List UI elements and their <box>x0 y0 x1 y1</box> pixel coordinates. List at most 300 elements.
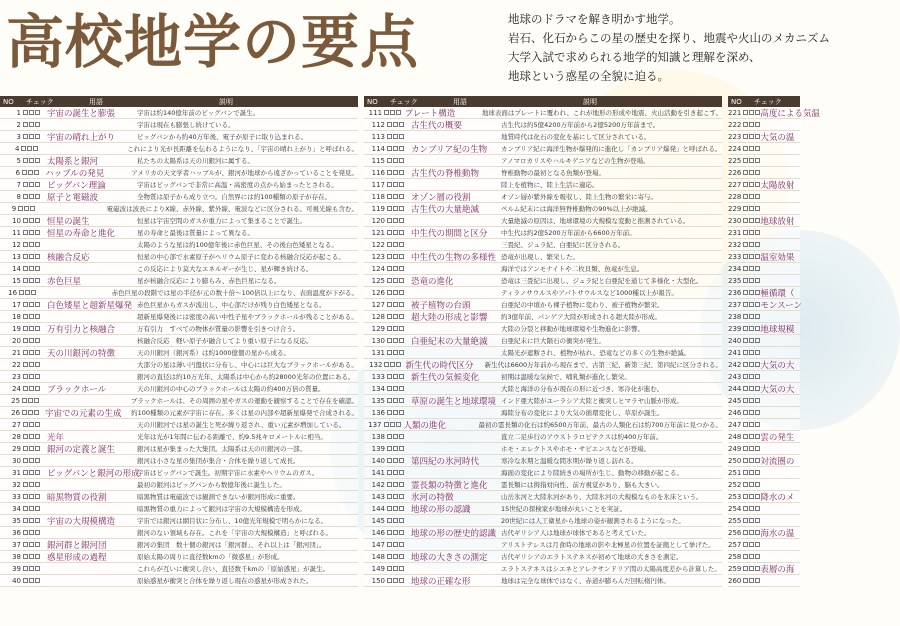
checkbox[interactable] <box>387 398 392 403</box>
checkbox[interactable] <box>23 518 28 523</box>
checkbox[interactable] <box>749 182 754 187</box>
checkbox[interactable] <box>399 290 404 295</box>
checkbox[interactable] <box>749 566 754 571</box>
checkbox[interactable] <box>387 266 392 271</box>
checkbox[interactable] <box>393 146 398 151</box>
checkbox[interactable] <box>23 350 28 355</box>
checkbox[interactable] <box>393 446 398 451</box>
checkbox[interactable] <box>393 530 398 535</box>
checkbox[interactable] <box>396 362 401 367</box>
checkbox[interactable] <box>749 446 754 451</box>
checkbox[interactable] <box>387 182 392 187</box>
checkbox[interactable] <box>23 530 28 535</box>
checkbox[interactable] <box>393 290 398 295</box>
checkbox[interactable] <box>387 194 392 199</box>
checkbox[interactable] <box>387 530 392 535</box>
checkbox[interactable] <box>399 494 404 499</box>
checkbox[interactable] <box>399 206 404 211</box>
checkbox[interactable] <box>23 218 28 223</box>
checkbox[interactable] <box>35 338 40 343</box>
checkbox[interactable] <box>29 422 34 427</box>
checkbox[interactable] <box>29 182 34 187</box>
checkbox[interactable] <box>393 302 398 307</box>
checkbox[interactable] <box>393 182 398 187</box>
checkbox[interactable] <box>743 458 748 463</box>
checkbox[interactable] <box>35 218 40 223</box>
checkbox[interactable] <box>393 506 398 511</box>
checkbox[interactable] <box>749 290 754 295</box>
checkbox[interactable] <box>749 410 754 415</box>
checkbox[interactable] <box>393 398 398 403</box>
checkbox[interactable] <box>23 494 28 499</box>
checkbox[interactable] <box>29 122 34 127</box>
checkbox[interactable] <box>29 110 34 115</box>
checkbox[interactable] <box>390 110 395 115</box>
checkbox[interactable] <box>749 134 754 139</box>
checkbox[interactable] <box>23 242 28 247</box>
checkbox[interactable] <box>34 170 39 175</box>
checkbox[interactable] <box>35 326 40 331</box>
checkbox[interactable] <box>743 434 748 439</box>
checkbox[interactable] <box>399 566 404 571</box>
checkbox[interactable] <box>749 518 754 523</box>
checkbox[interactable] <box>743 470 748 475</box>
checkbox[interactable] <box>743 422 748 427</box>
checkbox[interactable] <box>23 110 28 115</box>
checkbox[interactable] <box>23 578 28 583</box>
checkbox[interactable] <box>755 578 760 583</box>
checkbox[interactable] <box>393 338 398 343</box>
checkbox[interactable] <box>755 122 760 127</box>
checkbox[interactable] <box>18 206 23 211</box>
checkbox[interactable] <box>743 314 748 319</box>
checkbox[interactable] <box>755 350 760 355</box>
checkbox[interactable] <box>393 314 398 319</box>
checkbox[interactable] <box>23 158 28 163</box>
checkbox[interactable] <box>399 374 404 379</box>
checkbox[interactable] <box>23 506 28 511</box>
checkbox[interactable] <box>387 566 392 571</box>
checkbox[interactable] <box>22 410 27 415</box>
checkbox[interactable] <box>23 134 28 139</box>
checkbox[interactable] <box>399 134 404 139</box>
checkbox[interactable] <box>755 446 760 451</box>
checkbox[interactable] <box>749 194 754 199</box>
checkbox[interactable] <box>23 434 28 439</box>
checkbox[interactable] <box>35 434 40 439</box>
checkbox[interactable] <box>743 578 748 583</box>
checkbox[interactable] <box>29 578 34 583</box>
checkbox[interactable] <box>23 338 28 343</box>
checkbox[interactable] <box>743 110 748 115</box>
checkbox[interactable] <box>387 458 392 463</box>
checkbox[interactable] <box>749 206 754 211</box>
checkbox[interactable] <box>35 422 40 427</box>
checkbox[interactable] <box>393 410 398 415</box>
checkbox[interactable] <box>23 230 28 235</box>
checkbox[interactable] <box>31 290 36 295</box>
checkbox[interactable] <box>27 146 32 151</box>
checkbox[interactable] <box>390 362 395 367</box>
checkbox[interactable] <box>749 266 754 271</box>
checkbox[interactable] <box>23 278 28 283</box>
checkbox[interactable] <box>743 446 748 451</box>
checkbox[interactable] <box>396 422 401 427</box>
checkbox[interactable] <box>749 338 754 343</box>
checkbox[interactable] <box>749 482 754 487</box>
checkbox[interactable] <box>35 566 40 571</box>
checkbox[interactable] <box>35 386 40 391</box>
checkbox[interactable] <box>743 338 748 343</box>
checkbox[interactable] <box>393 434 398 439</box>
checkbox[interactable] <box>755 422 760 427</box>
checkbox[interactable] <box>399 146 404 151</box>
checkbox[interactable] <box>749 218 754 223</box>
checkbox[interactable] <box>30 206 35 211</box>
checkbox[interactable] <box>35 362 40 367</box>
checkbox[interactable] <box>387 410 392 415</box>
checkbox[interactable] <box>23 362 28 367</box>
checkbox[interactable] <box>33 146 38 151</box>
checkbox[interactable] <box>387 506 392 511</box>
checkbox[interactable] <box>35 494 40 499</box>
checkbox[interactable] <box>387 134 392 139</box>
checkbox[interactable] <box>23 422 28 427</box>
checkbox[interactable] <box>399 338 404 343</box>
checkbox[interactable] <box>384 110 389 115</box>
checkbox[interactable] <box>399 410 404 415</box>
checkbox[interactable] <box>393 134 398 139</box>
checkbox[interactable] <box>29 302 34 307</box>
checkbox[interactable] <box>387 302 392 307</box>
checkbox[interactable] <box>393 482 398 487</box>
checkbox[interactable] <box>399 506 404 511</box>
checkbox[interactable] <box>399 194 404 199</box>
checkbox[interactable] <box>749 326 754 331</box>
checkbox[interactable] <box>387 230 392 235</box>
checkbox[interactable] <box>393 458 398 463</box>
checkbox[interactable] <box>743 362 748 367</box>
checkbox[interactable] <box>35 374 40 379</box>
checkbox[interactable] <box>35 122 40 127</box>
checkbox[interactable] <box>749 350 754 355</box>
checkbox[interactable] <box>399 278 404 283</box>
checkbox[interactable] <box>399 254 404 259</box>
checkbox[interactable] <box>387 278 392 283</box>
checkbox[interactable] <box>749 398 754 403</box>
checkbox[interactable] <box>387 158 392 163</box>
checkbox[interactable] <box>743 566 748 571</box>
checkbox[interactable] <box>755 506 760 511</box>
checkbox[interactable] <box>35 134 40 139</box>
checkbox[interactable] <box>399 326 404 331</box>
checkbox[interactable] <box>23 374 28 379</box>
checkbox[interactable] <box>29 482 34 487</box>
checkbox[interactable] <box>399 182 404 187</box>
checkbox[interactable] <box>399 470 404 475</box>
checkbox[interactable] <box>755 278 760 283</box>
checkbox[interactable] <box>29 506 34 511</box>
checkbox[interactable] <box>749 122 754 127</box>
checkbox[interactable] <box>743 506 748 511</box>
checkbox[interactable] <box>23 386 28 391</box>
checkbox[interactable] <box>29 266 34 271</box>
checkbox[interactable] <box>393 566 398 571</box>
checkbox[interactable] <box>25 290 30 295</box>
checkbox[interactable] <box>749 110 754 115</box>
checkbox[interactable] <box>23 458 28 463</box>
checkbox[interactable] <box>35 266 40 271</box>
checkbox[interactable] <box>743 158 748 163</box>
checkbox[interactable] <box>399 314 404 319</box>
checkbox[interactable] <box>399 530 404 535</box>
checkbox[interactable] <box>743 146 748 151</box>
checkbox[interactable] <box>29 278 34 283</box>
checkbox[interactable] <box>749 230 754 235</box>
checkbox[interactable] <box>19 290 24 295</box>
checkbox[interactable] <box>29 314 34 319</box>
checkbox[interactable] <box>35 446 40 451</box>
checkbox[interactable] <box>23 326 28 331</box>
checkbox[interactable] <box>387 290 392 295</box>
checkbox[interactable] <box>743 326 748 331</box>
checkbox[interactable] <box>393 230 398 235</box>
checkbox[interactable] <box>393 554 398 559</box>
checkbox[interactable] <box>23 314 28 319</box>
checkbox[interactable] <box>755 410 760 415</box>
checkbox[interactable] <box>755 194 760 199</box>
checkbox[interactable] <box>24 206 29 211</box>
checkbox[interactable] <box>29 194 34 199</box>
checkbox[interactable] <box>755 374 760 379</box>
checkbox[interactable] <box>743 554 748 559</box>
checkbox[interactable] <box>23 122 28 127</box>
checkbox[interactable] <box>399 158 404 163</box>
checkbox[interactable] <box>384 422 389 427</box>
checkbox[interactable] <box>23 182 28 187</box>
checkbox[interactable] <box>387 206 392 211</box>
checkbox[interactable] <box>743 542 748 547</box>
checkbox[interactable] <box>29 134 34 139</box>
checkbox[interactable] <box>387 350 392 355</box>
checkbox[interactable] <box>29 338 34 343</box>
checkbox[interactable] <box>387 170 392 175</box>
checkbox[interactable] <box>23 446 28 451</box>
checkbox[interactable] <box>35 482 40 487</box>
checkbox[interactable] <box>749 302 754 307</box>
checkbox[interactable] <box>399 578 404 583</box>
checkbox[interactable] <box>393 470 398 475</box>
checkbox[interactable] <box>749 554 754 559</box>
checkbox[interactable] <box>749 158 754 163</box>
checkbox[interactable] <box>755 206 760 211</box>
checkbox[interactable] <box>21 146 26 151</box>
checkbox[interactable] <box>387 374 392 379</box>
checkbox[interactable] <box>29 254 34 259</box>
checkbox[interactable] <box>34 398 39 403</box>
checkbox[interactable] <box>23 470 28 475</box>
checkbox[interactable] <box>35 194 40 199</box>
checkbox[interactable] <box>749 578 754 583</box>
checkbox[interactable] <box>35 254 40 259</box>
checkbox[interactable] <box>35 458 40 463</box>
checkbox[interactable] <box>28 170 33 175</box>
checkbox[interactable] <box>35 314 40 319</box>
checkbox[interactable] <box>743 278 748 283</box>
checkbox[interactable] <box>743 518 748 523</box>
checkbox[interactable] <box>35 278 40 283</box>
checkbox[interactable] <box>22 398 27 403</box>
checkbox[interactable] <box>743 182 748 187</box>
checkbox[interactable] <box>399 554 404 559</box>
checkbox[interactable] <box>393 542 398 547</box>
checkbox[interactable] <box>393 206 398 211</box>
checkbox[interactable] <box>29 458 34 463</box>
checkbox[interactable] <box>35 518 40 523</box>
checkbox[interactable] <box>743 302 748 307</box>
checkbox[interactable] <box>387 554 392 559</box>
checkbox[interactable] <box>393 218 398 223</box>
checkbox[interactable] <box>387 578 392 583</box>
checkbox[interactable] <box>384 362 389 367</box>
checkbox[interactable] <box>387 218 392 223</box>
checkbox[interactable] <box>35 350 40 355</box>
checkbox[interactable] <box>399 218 404 223</box>
checkbox[interactable] <box>749 458 754 463</box>
checkbox[interactable] <box>743 242 748 247</box>
checkbox[interactable] <box>393 326 398 331</box>
checkbox[interactable] <box>23 566 28 571</box>
checkbox[interactable] <box>29 554 34 559</box>
checkbox[interactable] <box>393 278 398 283</box>
checkbox[interactable] <box>743 134 748 139</box>
checkbox[interactable] <box>749 494 754 499</box>
checkbox[interactable] <box>29 518 34 523</box>
checkbox[interactable] <box>743 398 748 403</box>
checkbox[interactable] <box>393 578 398 583</box>
checkbox[interactable] <box>749 470 754 475</box>
checkbox[interactable] <box>743 254 748 259</box>
checkbox[interactable] <box>387 434 392 439</box>
checkbox[interactable] <box>399 242 404 247</box>
checkbox[interactable] <box>35 242 40 247</box>
checkbox[interactable] <box>35 110 40 115</box>
checkbox[interactable] <box>393 170 398 175</box>
checkbox[interactable] <box>393 350 398 355</box>
checkbox[interactable] <box>399 170 404 175</box>
checkbox[interactable] <box>387 254 392 259</box>
checkbox[interactable] <box>35 578 40 583</box>
checkbox[interactable] <box>393 374 398 379</box>
checkbox[interactable] <box>755 482 760 487</box>
checkbox[interactable] <box>749 506 754 511</box>
checkbox[interactable] <box>755 242 760 247</box>
checkbox[interactable] <box>393 242 398 247</box>
checkbox[interactable] <box>29 386 34 391</box>
checkbox[interactable] <box>749 314 754 319</box>
checkbox[interactable] <box>399 458 404 463</box>
checkbox[interactable] <box>749 278 754 283</box>
checkbox[interactable] <box>35 506 40 511</box>
checkbox[interactable] <box>390 422 395 427</box>
checkbox[interactable] <box>755 266 760 271</box>
checkbox[interactable] <box>393 122 398 127</box>
checkbox[interactable] <box>29 158 34 163</box>
checkbox[interactable] <box>743 122 748 127</box>
checkbox[interactable] <box>743 230 748 235</box>
checkbox[interactable] <box>393 266 398 271</box>
checkbox[interactable] <box>399 266 404 271</box>
checkbox[interactable] <box>29 326 34 331</box>
checkbox[interactable] <box>749 530 754 535</box>
checkbox[interactable] <box>749 374 754 379</box>
checkbox[interactable] <box>399 122 404 127</box>
checkbox[interactable] <box>399 398 404 403</box>
checkbox[interactable] <box>387 338 392 343</box>
checkbox[interactable] <box>29 242 34 247</box>
checkbox[interactable] <box>399 350 404 355</box>
checkbox[interactable] <box>743 374 748 379</box>
checkbox[interactable] <box>399 434 404 439</box>
checkbox[interactable] <box>35 182 40 187</box>
checkbox[interactable] <box>23 302 28 307</box>
checkbox[interactable] <box>29 446 34 451</box>
checkbox[interactable] <box>23 554 28 559</box>
checkbox[interactable] <box>399 302 404 307</box>
checkbox[interactable] <box>35 530 40 535</box>
checkbox[interactable] <box>399 386 404 391</box>
checkbox[interactable] <box>29 566 34 571</box>
checkbox[interactable] <box>743 194 748 199</box>
checkbox[interactable] <box>749 422 754 427</box>
checkbox[interactable] <box>743 290 748 295</box>
checkbox[interactable] <box>399 518 404 523</box>
checkbox[interactable] <box>35 158 40 163</box>
checkbox[interactable] <box>755 158 760 163</box>
checkbox[interactable] <box>35 230 40 235</box>
checkbox[interactable] <box>743 170 748 175</box>
checkbox[interactable] <box>34 410 39 415</box>
checkbox[interactable] <box>743 350 748 355</box>
checkbox[interactable] <box>755 470 760 475</box>
checkbox[interactable] <box>393 494 398 499</box>
checkbox[interactable] <box>387 470 392 475</box>
checkbox[interactable] <box>29 530 34 535</box>
checkbox[interactable] <box>23 194 28 199</box>
checkbox[interactable] <box>755 230 760 235</box>
checkbox[interactable] <box>35 542 40 547</box>
checkbox[interactable] <box>29 494 34 499</box>
checkbox[interactable] <box>749 362 754 367</box>
checkbox[interactable] <box>749 542 754 547</box>
checkbox[interactable] <box>23 254 28 259</box>
checkbox[interactable] <box>29 350 34 355</box>
checkbox[interactable] <box>23 266 28 271</box>
checkbox[interactable] <box>393 386 398 391</box>
checkbox[interactable] <box>28 398 33 403</box>
checkbox[interactable] <box>393 254 398 259</box>
checkbox[interactable] <box>387 122 392 127</box>
checkbox[interactable] <box>743 266 748 271</box>
checkbox[interactable] <box>743 386 748 391</box>
checkbox[interactable] <box>387 242 392 247</box>
checkbox[interactable] <box>755 170 760 175</box>
checkbox[interactable] <box>387 518 392 523</box>
checkbox[interactable] <box>743 494 748 499</box>
checkbox[interactable] <box>399 230 404 235</box>
checkbox[interactable] <box>755 338 760 343</box>
checkbox[interactable] <box>387 482 392 487</box>
